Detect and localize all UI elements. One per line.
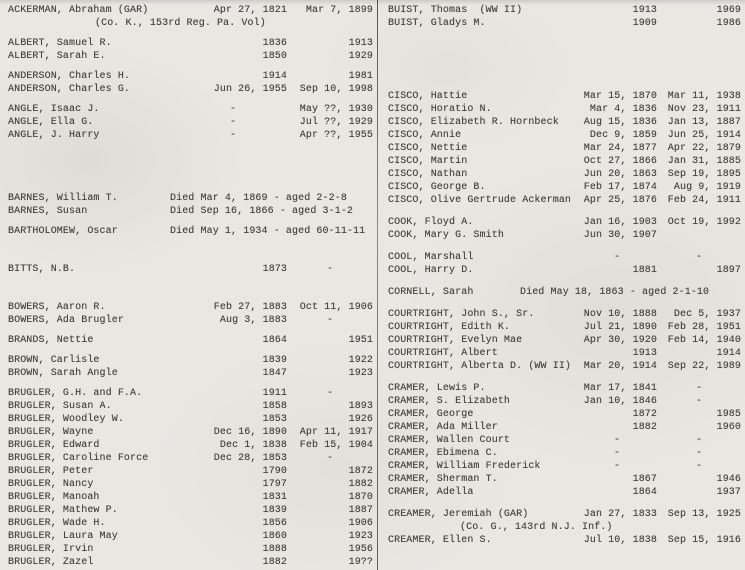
entry-row <box>388 90 741 103</box>
birth-date: Jun 26, 1955 <box>213 84 287 95</box>
death-date: Nov 23, 1911 <box>667 104 741 115</box>
entry-row <box>8 37 373 50</box>
entry-name: BRUGLER, Manoah <box>8 492 100 503</box>
entry-row <box>8 225 373 238</box>
regiment-note: (Co. G., 143rd N.J. Inf.) <box>460 522 613 533</box>
death-date <box>657 229 741 242</box>
birth-date: Apr 27, 1821 <box>213 5 287 16</box>
entry-name: ANGLE, J. Harry <box>8 130 100 141</box>
death-date: Aug 9, 1919 <box>673 182 741 193</box>
entry-row <box>8 83 373 96</box>
birth-date: 1831 <box>262 492 287 503</box>
entry-name: CRAMER, George <box>388 409 474 420</box>
entry-row <box>8 263 373 276</box>
death-date: Feb 24, 1911 <box>667 195 741 206</box>
entry-row <box>8 354 373 367</box>
death-date: 1913 <box>348 38 373 49</box>
birth-date: Dec 28, 1853 <box>213 453 287 464</box>
birth-date: - <box>613 435 621 446</box>
birth-date: 1839 <box>262 505 287 516</box>
entry-row <box>388 194 741 207</box>
birth-date: - <box>613 461 621 472</box>
entry-name: CISCO, Olive Gertrude Ackerman <box>388 195 572 206</box>
death-date: - <box>326 315 334 326</box>
death-date: - <box>695 435 703 446</box>
entry-name: BRUGLER, Woodley W. <box>8 414 124 425</box>
entry-name: BRUGLER, Wade H. <box>8 518 106 529</box>
family-group-albert <box>8 37 373 63</box>
birth-date: 1853 <box>262 414 287 425</box>
entry-name: CISCO, Nettie <box>388 143 468 154</box>
entry-row <box>8 413 373 426</box>
birth-date: - <box>229 130 237 141</box>
death-date: 1937 <box>716 487 741 498</box>
entry-name: COOL, Harry D. <box>388 265 474 276</box>
entry-row <box>388 168 741 181</box>
death-date: Jun 25, 1914 <box>667 130 741 141</box>
death-date: Oct 19, 1992 <box>667 217 741 228</box>
entry-name: BRUGLER, G.H. and F.A. <box>8 388 143 399</box>
entry-row <box>8 426 373 439</box>
birth-date: Mar 4, 1836 <box>589 104 657 115</box>
death-date: 1914 <box>716 348 741 359</box>
entry-name: BRUGLER, Zazel <box>8 557 94 568</box>
entry-name: BRUGLER, Peter <box>8 466 94 477</box>
death-date: 1985 <box>716 409 741 420</box>
entry-name: BRUGLER, Mathew P. <box>8 505 118 516</box>
birth-date: 1913 <box>632 348 657 359</box>
death-note: Died May 1, 1934 - aged 60-11-11 <box>170 226 366 237</box>
birth-date: Jan 10, 1846 <box>583 396 657 407</box>
birth-date: 1909 <box>632 18 657 29</box>
entry-row <box>388 286 741 299</box>
entry-name: BARTHOLOMEW, Oscar <box>8 226 118 237</box>
birth-date: - <box>613 252 621 263</box>
entry-row <box>388 142 741 155</box>
entry-row <box>388 347 741 360</box>
death-date: Sep 22, 1989 <box>667 361 741 372</box>
family-group-brugler <box>8 387 373 569</box>
birth-date: Mar 20, 1914 <box>583 361 657 372</box>
death-date: 1969 <box>716 5 741 16</box>
entry-row <box>388 216 741 229</box>
death-date: Jan 31, 1885 <box>667 156 741 167</box>
entry-name: BRUGLER, Caroline Force <box>8 453 149 464</box>
entry-row <box>8 301 373 314</box>
death-date: 1946 <box>716 474 741 485</box>
death-date: 1872 <box>348 466 373 477</box>
death-date: May ??, 1930 <box>299 104 373 115</box>
birth-date: Jun 30, 1907 <box>583 230 657 241</box>
death-date: Sep 13, 1925 <box>667 509 741 520</box>
birth-date: Apr 30, 1920 <box>583 335 657 346</box>
entry-name: COOK, Mary G. Smith <box>388 230 504 241</box>
entry-name: BRUGLER, Nancy <box>8 479 94 490</box>
death-note: Died Mar 4, 1869 - aged 2-2-8 <box>170 193 347 204</box>
birth-date: 1913 <box>632 5 657 16</box>
death-date: Sep 15, 1916 <box>667 535 741 546</box>
birth-date: 1881 <box>632 265 657 276</box>
birth-date: Dec 1, 1838 <box>219 440 287 451</box>
death-date: Feb 15, 1904 <box>299 440 373 451</box>
birth-date: Jun 20, 1863 <box>583 169 657 180</box>
family-group-cook <box>388 216 741 242</box>
birth-date: Mar 15, 1870 <box>583 91 657 102</box>
entry-row <box>388 360 741 373</box>
birth-date: 1873 <box>262 264 287 275</box>
death-date: - <box>695 396 703 407</box>
entry-name: ANDERSON, Charles H. <box>8 71 131 82</box>
entry-row <box>8 387 373 400</box>
column-divider-line <box>377 0 378 570</box>
birth-date: 1872 <box>632 409 657 420</box>
regiment-note: (Co. K., 153rd Reg. Pa. Vol) <box>95 18 266 29</box>
family-group-bowers <box>8 301 373 327</box>
birth-date: 1914 <box>262 71 287 82</box>
entry-row <box>8 205 373 218</box>
entry-row <box>8 50 373 63</box>
death-date: Oct 11, 1906 <box>299 302 373 313</box>
entry-row <box>388 382 741 395</box>
entry-row <box>388 264 741 277</box>
death-date: Mar 11, 1938 <box>667 91 741 102</box>
entry-name: COURTRIGHT, John S., Sr. <box>388 309 535 320</box>
entry-row <box>388 155 741 168</box>
birth-date: Dec 16, 1890 <box>213 427 287 438</box>
birth-date: - <box>613 448 621 459</box>
entry-name: BRUGLER, Susan A. <box>8 401 112 412</box>
death-date: Jul ??, 1929 <box>299 117 373 128</box>
entry-name: COOL, Marshall <box>388 252 474 263</box>
family-group-barnes <box>8 192 373 218</box>
family-group-anderson <box>8 70 373 96</box>
family-group-creamer <box>388 508 741 547</box>
birth-date: Mar 17, 1841 <box>583 383 657 394</box>
entry-row <box>8 478 373 491</box>
death-date: Dec 5, 1937 <box>673 309 741 320</box>
entry-row <box>388 434 741 447</box>
death-date: 1951 <box>348 335 373 346</box>
entry-name: CRAMER, Wallen Court <box>388 435 511 446</box>
entry-name: BROWN, Carlisle <box>8 355 100 366</box>
entry-name: BRUGLER, Irvin <box>8 544 94 555</box>
death-date: 1882 <box>348 479 373 490</box>
entry-row <box>388 421 741 434</box>
entry-name: CREAMER, Ellen S. <box>388 535 492 546</box>
entry-row <box>388 473 741 486</box>
birth-date: Aug 15, 1836 <box>583 117 657 128</box>
entry-row <box>388 395 741 408</box>
death-date: - <box>695 461 703 472</box>
death-date: 1956 <box>348 544 373 555</box>
entry-name: CISCO, Elizabeth R. Hornbeck <box>388 117 559 128</box>
death-date: 1906 <box>348 518 373 529</box>
entry-name: COURTRIGHT, Evelyn Mae <box>388 335 523 346</box>
family-group-cool <box>388 251 741 277</box>
entry-row <box>8 192 373 205</box>
death-date: 1929 <box>348 51 373 62</box>
entry-row <box>388 103 741 116</box>
family-group-brown <box>8 354 373 380</box>
birth-date: Dec 9, 1859 <box>589 130 657 141</box>
death-date: Feb 14, 1940 <box>667 335 741 346</box>
entry-row <box>388 486 741 499</box>
entry-row <box>8 556 373 569</box>
family-group-buist <box>388 4 741 30</box>
birth-date: Mar 24, 1877 <box>583 143 657 154</box>
death-date: 1922 <box>348 355 373 366</box>
family-group-angle <box>8 103 373 142</box>
entry-name: CRAMER, Sherman T. <box>388 474 498 485</box>
birth-date: Jul 21, 1890 <box>583 322 657 333</box>
entry-name: ANGLE, Ella G. <box>8 117 94 128</box>
entry-row <box>8 129 373 142</box>
death-note: Died Sep 16, 1866 - aged 3-1-2 <box>170 206 354 217</box>
regiment-note-row <box>388 521 741 534</box>
entry-name: ALBERT, Sarah E. <box>8 51 106 62</box>
family-group-bitts <box>8 263 373 276</box>
death-date: 1960 <box>716 422 741 433</box>
entry-row <box>8 491 373 504</box>
entry-name: CISCO, Martin <box>388 156 468 167</box>
death-date: 19?? <box>348 557 373 568</box>
birth-date: 1856 <box>262 518 287 529</box>
family-group-ackerman <box>8 4 373 30</box>
birth-date: - <box>229 104 237 115</box>
death-date: 1887 <box>348 505 373 516</box>
regiment-note-row <box>8 17 373 30</box>
entry-row <box>388 321 741 334</box>
entry-name: CISCO, Nathan <box>388 169 468 180</box>
entry-name: BRUGLER, Laura May <box>8 531 118 542</box>
entry-name: CRAMER, S. Elizabeth <box>388 396 511 407</box>
entry-row <box>8 4 373 17</box>
entry-row <box>8 517 373 530</box>
entry-row <box>8 452 373 465</box>
family-group-brands <box>8 334 373 347</box>
entry-row <box>388 534 741 547</box>
death-date: Mar 7, 1899 <box>305 5 373 16</box>
entry-name: BUIST, Thomas (WW II) <box>388 5 523 16</box>
entry-name: CISCO, Hattie <box>388 91 468 102</box>
entry-name: BUIST, Gladys M. <box>388 18 486 29</box>
birth-date: 1911 <box>262 388 287 399</box>
family-group-cornell <box>388 286 741 299</box>
entry-row <box>388 229 741 242</box>
birth-date: - <box>229 117 237 128</box>
entry-row <box>8 334 373 347</box>
entry-name: BARNES, William T. <box>8 193 118 204</box>
entry-row <box>388 181 741 194</box>
entry-row <box>8 465 373 478</box>
death-date: Apr 11, 1917 <box>299 427 373 438</box>
entry-name: BROWN, Sarah Angle <box>8 368 118 379</box>
death-date: - <box>326 388 334 399</box>
entry-name: ALBERT, Samuel R. <box>8 38 112 49</box>
birth-date: 1836 <box>262 38 287 49</box>
birth-date: 1847 <box>262 368 287 379</box>
entry-row <box>8 314 373 327</box>
entry-name: CORNELL, Sarah <box>388 287 474 298</box>
entry-name: BRUGLER, Edward <box>8 440 100 451</box>
birth-date: Jan 16, 1903 <box>583 217 657 228</box>
entry-row <box>8 504 373 517</box>
death-date: 1981 <box>348 71 373 82</box>
entry-name: CRAMER, William Frederick <box>388 461 541 472</box>
entry-row <box>388 17 741 30</box>
birth-date: Jul 10, 1838 <box>583 535 657 546</box>
entry-row <box>388 129 741 142</box>
entry-name: CREAMER, Jeremiah (GAR) <box>388 509 529 520</box>
death-date: Sep 19, 1895 <box>667 169 741 180</box>
entry-row <box>388 447 741 460</box>
entry-name: BOWERS, Ada Brugler <box>8 315 124 326</box>
death-note: Died May 18, 1863 - aged 2-1-10 <box>520 287 710 298</box>
entry-name: CISCO, Horatio N. <box>388 104 492 115</box>
entry-row <box>8 116 373 129</box>
family-group-cisco <box>388 90 741 207</box>
entry-row <box>8 103 373 116</box>
entry-row <box>8 70 373 83</box>
entry-name: ACKERMAN, Abraham (GAR) <box>8 5 149 16</box>
left-column <box>0 4 378 570</box>
entry-row <box>8 439 373 452</box>
birth-date: Jan 27, 1833 <box>583 509 657 520</box>
birth-date: Apr 25, 1876 <box>583 195 657 206</box>
entry-name: CRAMER, Adella <box>388 487 474 498</box>
entry-row <box>388 408 741 421</box>
entry-name: ANGLE, Isaac J. <box>8 104 100 115</box>
entry-row <box>388 334 741 347</box>
birth-date: 1850 <box>262 51 287 62</box>
death-date: - <box>326 453 334 464</box>
family-group-bartholomew <box>8 225 373 238</box>
birth-date: Aug 3, 1883 <box>219 315 287 326</box>
entry-row <box>388 251 741 264</box>
birth-date: 1839 <box>262 355 287 366</box>
entry-name: COURTRIGHT, Albert <box>388 348 498 359</box>
death-date: 1926 <box>348 414 373 425</box>
entry-name: BARNES, Susan <box>8 206 88 217</box>
death-date: - <box>695 383 703 394</box>
birth-date: 1864 <box>262 335 287 346</box>
entry-name: CISCO, George B. <box>388 182 486 193</box>
death-date: Feb 28, 1951 <box>667 322 741 333</box>
entry-name: CRAMER, Ada Miller <box>388 422 498 433</box>
birth-date: Feb 17, 1874 <box>583 182 657 193</box>
entry-name: COOK, Floyd A. <box>388 217 474 228</box>
entry-row <box>8 367 373 380</box>
entry-row <box>8 543 373 556</box>
entry-row <box>8 530 373 543</box>
death-date: - <box>695 252 703 263</box>
birth-date: 1882 <box>632 422 657 433</box>
death-date: Apr 22, 1879 <box>667 143 741 154</box>
family-group-cramer <box>388 382 741 499</box>
family-group-courtright <box>388 308 741 373</box>
birth-date: 1888 <box>262 544 287 555</box>
birth-date: Oct 27, 1866 <box>583 156 657 167</box>
death-date: - <box>695 448 703 459</box>
death-date: 1923 <box>348 368 373 379</box>
birth-date: 1867 <box>632 474 657 485</box>
death-date: 1897 <box>716 265 741 276</box>
birth-date: 1860 <box>262 531 287 542</box>
birth-date: Feb 27, 1883 <box>213 302 287 313</box>
death-date: 1986 <box>716 18 741 29</box>
entry-name: BRUGLER, Wayne <box>8 427 94 438</box>
birth-date: Nov 10, 1888 <box>583 309 657 320</box>
birth-date: 1797 <box>262 479 287 490</box>
entry-name: BITTS, N.B. <box>8 264 76 275</box>
birth-date: 1864 <box>632 487 657 498</box>
entry-name: CRAMER, Lewis P. <box>388 383 486 394</box>
death-date: - <box>326 264 334 275</box>
entry-name: COURTRIGHT, Alberta D. (WW II) <box>388 361 572 372</box>
entry-row <box>388 116 741 129</box>
entry-name: CISCO, Annie <box>388 130 462 141</box>
death-date: Apr ??, 1955 <box>299 130 373 141</box>
death-date: 1870 <box>348 492 373 503</box>
death-date: 1923 <box>348 531 373 542</box>
death-date: Sep 10, 1998 <box>299 84 373 95</box>
entry-name: BRANDS, Nettie <box>8 335 94 346</box>
birth-date: 1882 <box>262 557 287 568</box>
entry-name: BOWERS, Aaron R. <box>8 302 106 313</box>
entry-row <box>388 508 741 521</box>
entry-name: COURTRIGHT, Edith K. <box>388 322 511 333</box>
death-date: 1893 <box>348 401 373 412</box>
right-column <box>378 4 745 570</box>
entry-name: CRAMER, Ebimena C. <box>388 448 498 459</box>
entry-row <box>388 4 741 17</box>
entry-row <box>388 460 741 473</box>
entry-row <box>8 400 373 413</box>
death-date: Jan 13, 1887 <box>667 117 741 128</box>
entry-row <box>388 308 741 321</box>
birth-date: 1858 <box>262 401 287 412</box>
birth-date: 1790 <box>262 466 287 477</box>
entry-name: ANDERSON, Charles G. <box>8 84 131 95</box>
